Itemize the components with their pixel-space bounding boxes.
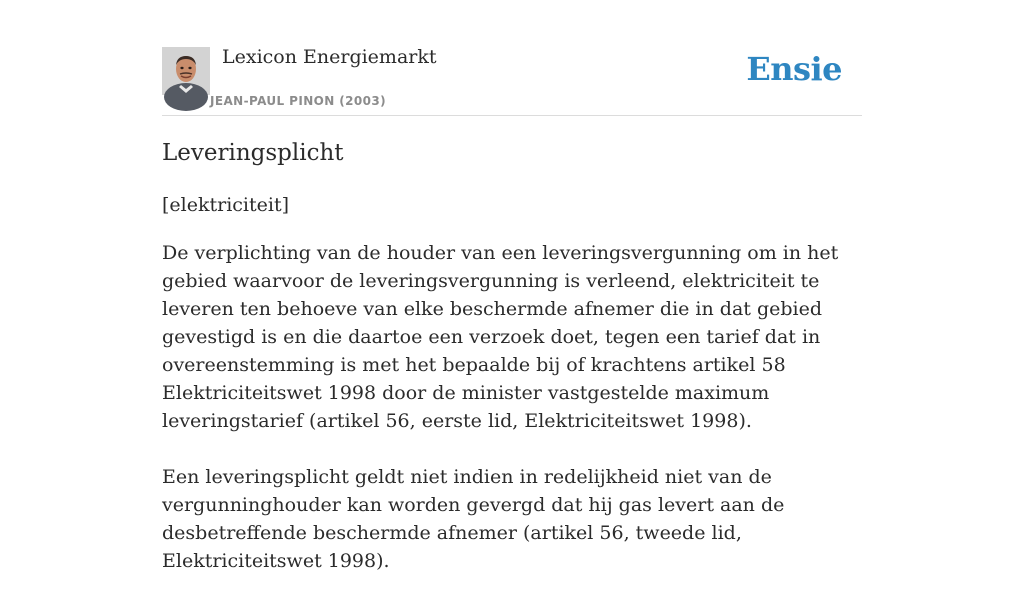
entry-category: [elektriciteit]	[162, 194, 290, 216]
author-avatar	[162, 47, 210, 95]
author-portrait-icon	[162, 47, 210, 95]
author-name[interactable]: JEAN-PAUL PINON (2003)	[210, 94, 387, 108]
definition-paragraph: Een leveringsplicht geldt niet indien in redelijkheid niet van de vergunninghouder kan worden gevergd dat hij gas levert aan de desbetreffende beschermde afnemer (artikel 56, tweede lid, Elektriciteitswet 1998).	[162, 466, 785, 572]
entry-term: Leveringsplicht	[162, 140, 344, 166]
entry-card	[162, 0, 862, 572]
definition-paragraph: De verplichting van de houder van een leveringsvergunning om in het gebied waarvoor de leveringsvergunning is verleend, elektriciteit te leveren ten behoeve van elke beschermde afnemer die in dat gebied gevestigd is en die daartoe een verzoek doet, tegen een tarief dat in overeenstemming is met het bepaalde bij of krachtens artikel 58 Elektriciteitswet 1998 door de minister vastgestelde maximum leveringstarief (artikel 56, eerste lid, Elektriciteitswet 1998).	[162, 242, 839, 432]
book-title[interactable]: Lexicon Energiemarkt	[222, 46, 437, 68]
entry-definition	[162, 239, 866, 603]
entry-header	[162, 0, 862, 116]
ensie-logo[interactable]: Ensie	[746, 50, 842, 88]
